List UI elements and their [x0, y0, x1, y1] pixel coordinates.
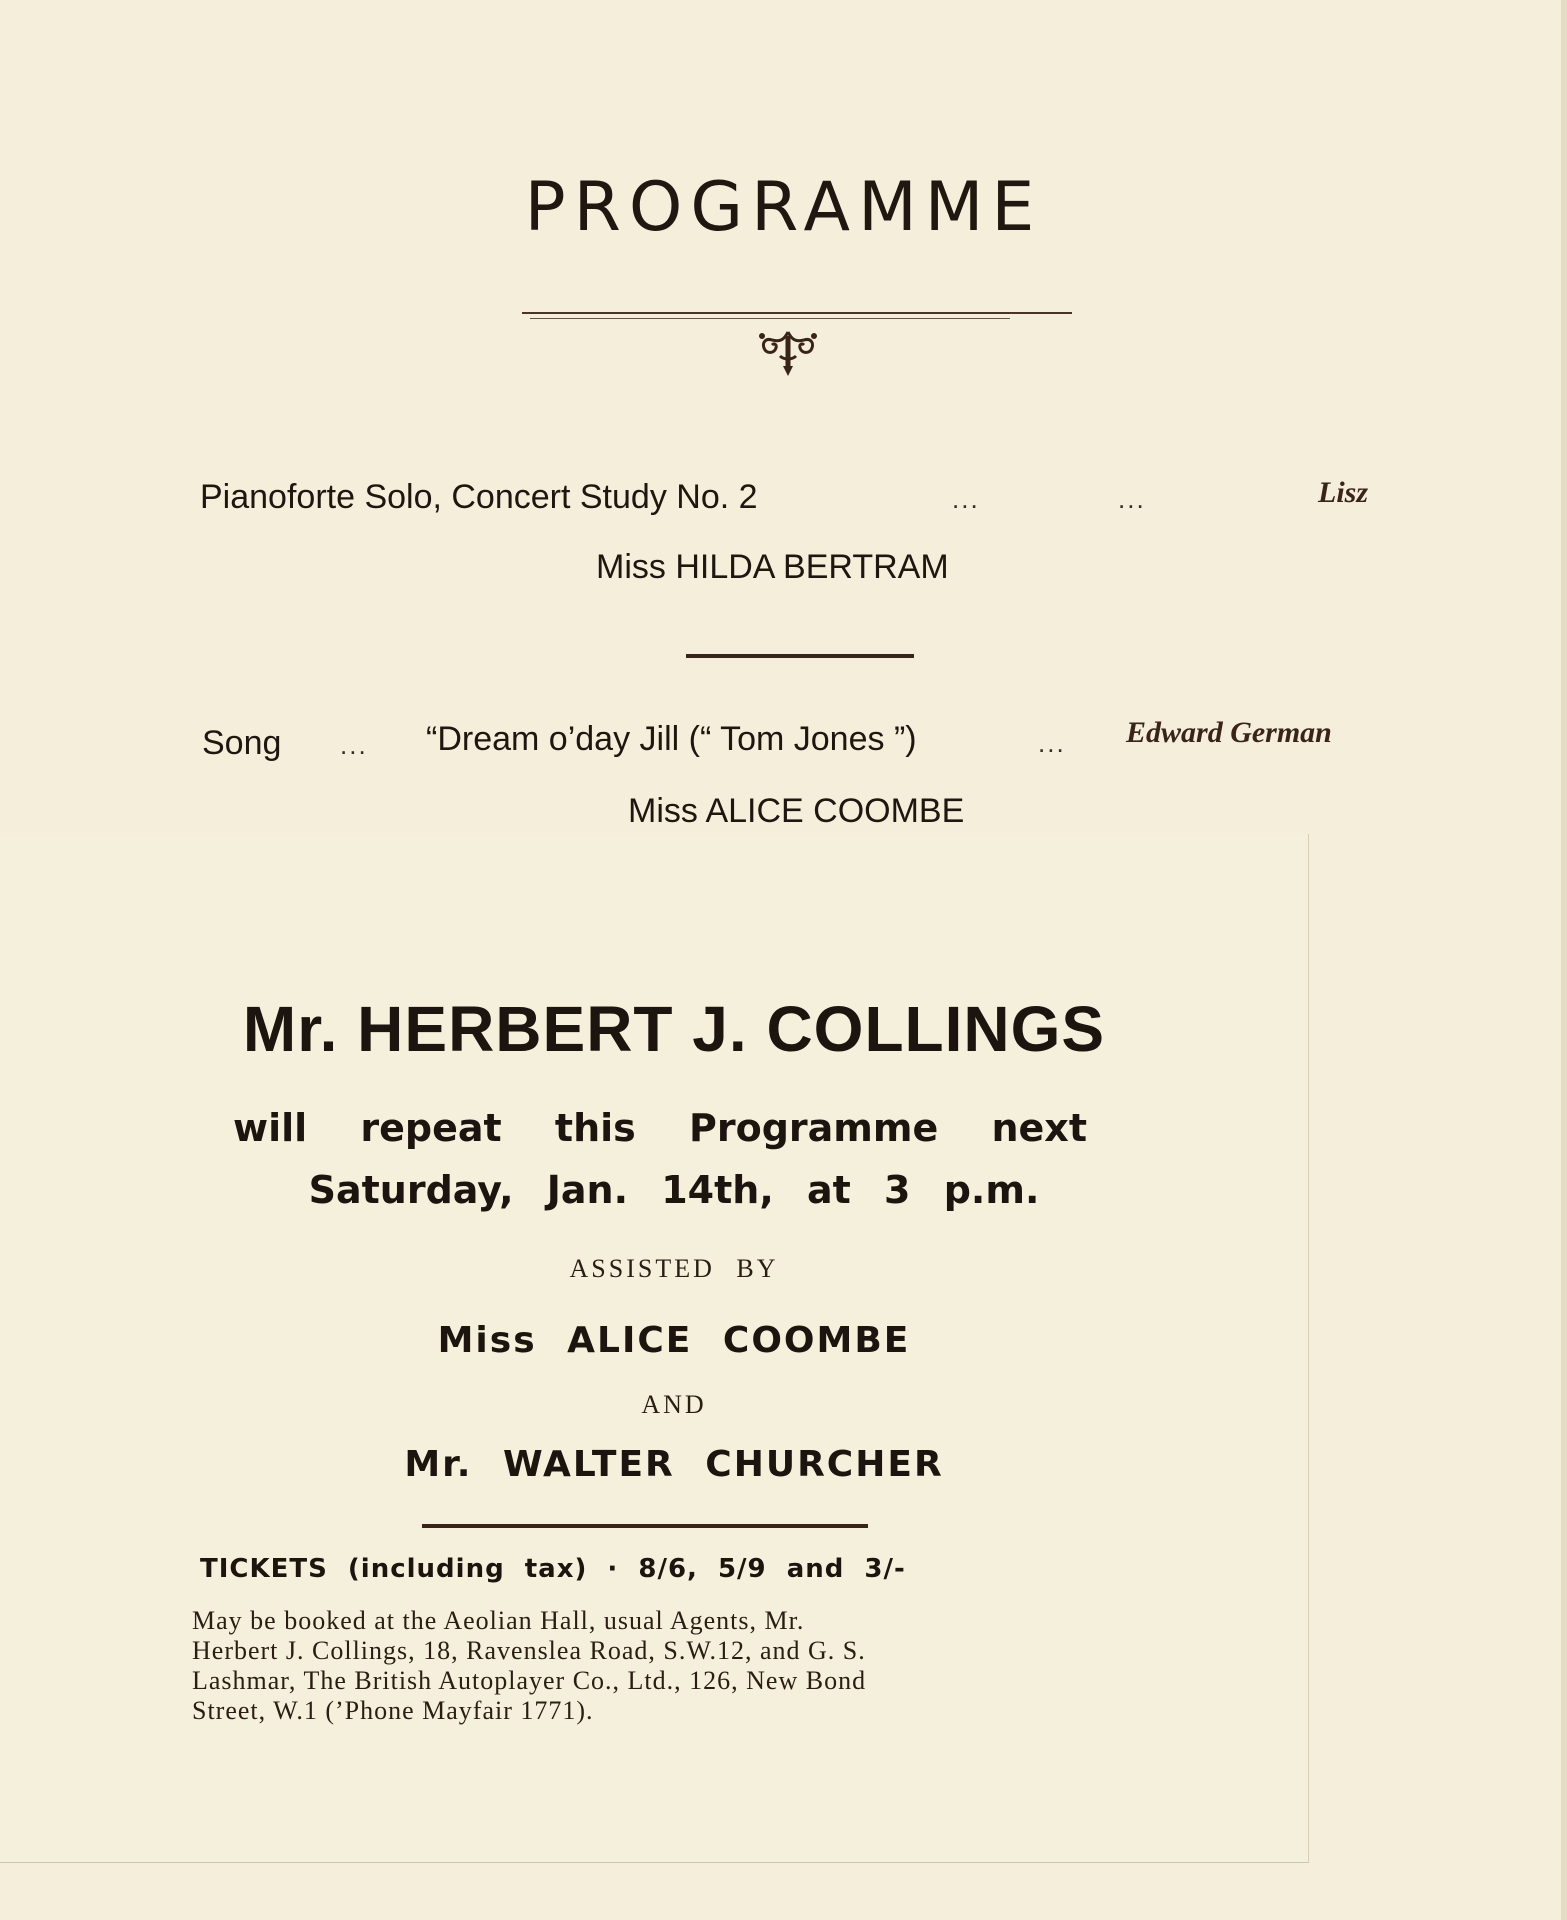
item-2-performer: Miss ALICE COOMBE [628, 792, 965, 830]
title-rule [522, 312, 1072, 314]
notice-divider [422, 1524, 868, 1528]
repeat-notice-card [0, 834, 1309, 1863]
booking-info [192, 1606, 1092, 1726]
item-1-dots-2: ... [1118, 484, 1146, 514]
item-1-description: Pianoforte Solo, Concert Study No. 2 [200, 478, 758, 516]
booking-line-3: Lashmar, The British Autoplayer Co., Ltd., 126, New Bond [192, 1666, 867, 1695]
item-2-type: Song [202, 724, 282, 762]
assistant-1: Miss ALICE COOMBE [437, 1320, 911, 1361]
assisted-by-label: ASSISTED BY [569, 1254, 779, 1283]
notice-headline: Mr. HERBERT J. COLLINGS [242, 993, 1106, 1065]
item-1-dots-1: ... [952, 484, 980, 514]
page-title: PROGRAMME [524, 168, 1043, 247]
item-2-title: “Dream o’day Jill (“ Tom Jones ”) [426, 720, 917, 758]
item-2-composer: Edward German [1126, 716, 1332, 749]
item-2-dots-2: ... [1038, 728, 1066, 758]
notice-line-1: will repeat this Programme next [232, 1106, 1087, 1150]
section-divider [686, 654, 914, 658]
booking-line-2: Herbert J. Collings, 18, Ravenslea Road, S.W.12, and G. S. [192, 1636, 866, 1665]
item-1-composer: Lisz [1318, 476, 1369, 509]
assistant-2: Mr. WALTER CHURCHER [404, 1444, 944, 1485]
notice-line-2: Saturday, Jan. 14th, at 3 p.m. [308, 1168, 1040, 1212]
item-1-performer: Miss HILDA BERTRAM [596, 548, 949, 586]
item-2-dots-1: ... [340, 730, 368, 760]
booking-line-4: Street, W.1 (’Phone Mayfair 1771). [192, 1696, 594, 1725]
booking-line-1: May be booked at the Aeolian Hall, usual Agents, Mr. [192, 1606, 805, 1635]
tickets-line: TICKETS (including tax) · 8/6, 5/9 and 3/- [200, 1554, 906, 1584]
page-edge [1561, 0, 1567, 1920]
fleuron-ornament-icon [750, 326, 826, 382]
and-label: AND [641, 1390, 707, 1419]
title-rule-thin [530, 318, 1010, 319]
